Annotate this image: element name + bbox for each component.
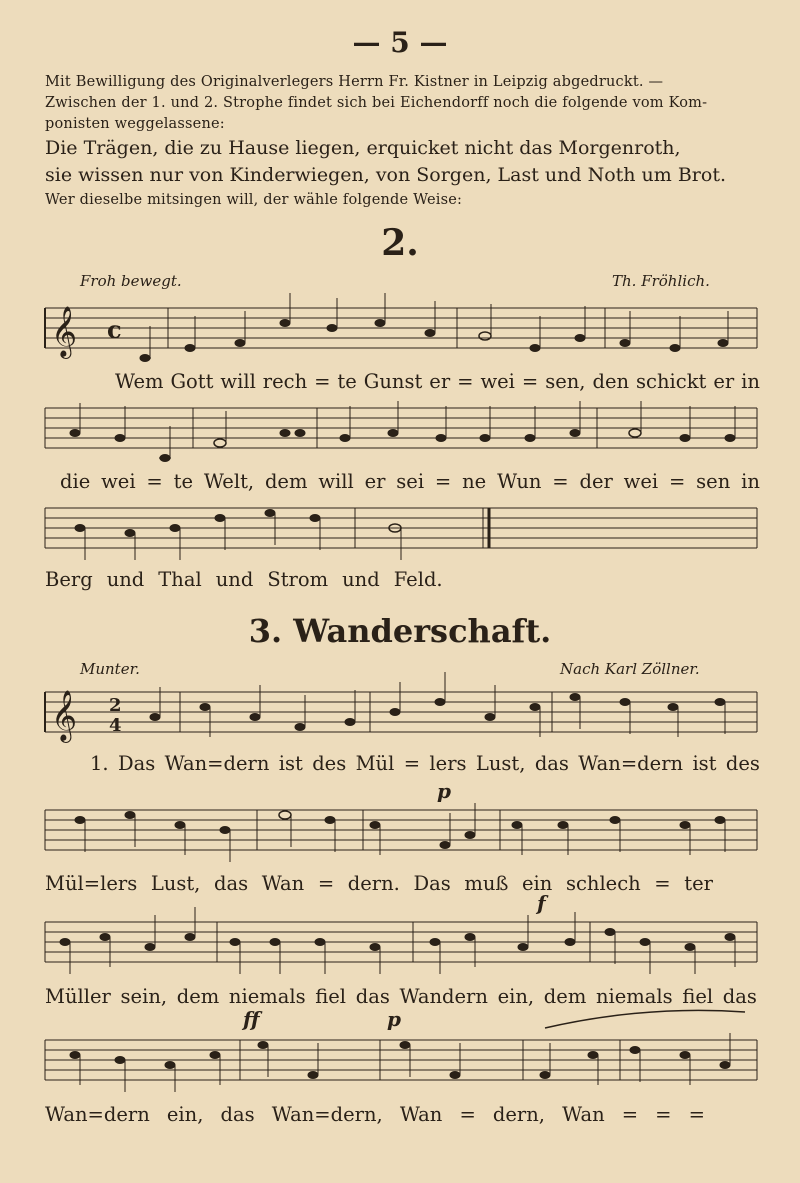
lyric-syllable: 1.	[90, 752, 109, 775]
lyric-syllable: =	[434, 470, 452, 493]
lyric-syllable: schlech	[565, 872, 641, 895]
lyric-syllable: =	[403, 752, 421, 775]
lyric-syllable: wei	[480, 370, 515, 393]
song-2-notes-2	[70, 401, 735, 462]
lyric-syllable: Lust,	[150, 872, 201, 895]
lyric-syllable: muß	[464, 872, 509, 895]
lyric-syllable: sen	[696, 470, 731, 493]
song-2-staff-1	[45, 298, 757, 378]
lyric-syllable: Wan	[399, 1103, 443, 1126]
lyric-syllable: die	[60, 470, 91, 493]
dynamic-piano: p	[437, 779, 451, 803]
page-number: — 5 —	[352, 26, 448, 59]
lyric-syllable: dern.	[347, 872, 400, 895]
song-2-staff-3	[45, 498, 757, 578]
song-3-notes-3	[60, 907, 735, 974]
lyric-syllable: rech	[262, 370, 308, 393]
lyric-syllable: Strom	[267, 568, 329, 591]
lyric-syllable: Berg	[45, 568, 93, 591]
dynamic-piano-2: p	[387, 1007, 401, 1031]
song-3-lyrics-2	[45, 872, 713, 895]
lyric-syllable: Wan=dern	[164, 752, 270, 775]
lyric-syllable: ein,	[497, 985, 535, 1008]
song-2-lyrics-3	[45, 568, 443, 591]
song-2-number: 2.	[381, 222, 419, 264]
lyric-syllable: er	[713, 370, 735, 393]
lyric-syllable: Wun	[497, 470, 542, 493]
song-2-staff-2	[45, 398, 757, 478]
lyric-syllable: sei	[396, 470, 425, 493]
lyric-syllable: Feld.	[393, 568, 443, 591]
lyric-syllable: Wan	[562, 1103, 605, 1126]
lyric-syllable: das	[213, 872, 249, 895]
lyric-syllable: das	[355, 985, 390, 1008]
lyric-syllable: sen,	[545, 370, 586, 393]
lyric-syllable: Das	[413, 872, 451, 895]
song-2-lyrics-1	[45, 370, 760, 393]
lyric-syllable: =	[459, 1103, 476, 1126]
lyric-syllable: Wem	[115, 370, 164, 393]
lyric-syllable: Wan	[261, 872, 305, 895]
lyric-syllable: wei	[101, 470, 136, 493]
lyric-syllable: =	[146, 470, 163, 493]
song-2-tempo: Froh bewegt.	[80, 272, 182, 290]
song-2-lyrics-2	[45, 470, 760, 493]
lyric-syllable: fiel	[315, 985, 347, 1008]
song-3-lyrics-1	[45, 752, 760, 775]
song-2-notes-1	[140, 293, 728, 362]
song-3-tempo: Munter.	[80, 660, 140, 678]
verse-line-1: Die Trägen, die zu Hause liegen, erquicket nicht das Morgenroth,	[45, 137, 681, 159]
lyric-syllable: den	[592, 370, 630, 393]
lyric-syllable: des	[725, 752, 760, 775]
lyric-syllable: Wan=dern	[578, 752, 684, 775]
lyric-syllable: =	[654, 872, 671, 895]
lyric-syllable: er	[429, 370, 451, 393]
intro-line-3: ponisten weggelassene:	[45, 116, 225, 132]
song-3-lyrics-4	[45, 1103, 705, 1126]
treble-clef-icon: 𝄞	[51, 690, 78, 741]
lyric-syllable: niemals	[595, 985, 673, 1008]
lyric-syllable: Das	[117, 752, 156, 775]
lyric-syllable: Lust,	[475, 752, 526, 775]
lyric-syllable: dem	[176, 985, 220, 1008]
lyric-syllable: =	[621, 1103, 639, 1126]
lyric-syllable: =	[521, 370, 539, 393]
lyric-syllable: wei	[623, 470, 659, 493]
time-signature-bottom: 4	[109, 715, 122, 736]
lyric-syllable: dem	[543, 985, 587, 1008]
dynamic-forte: f	[537, 891, 546, 915]
song-2-notes-3	[75, 510, 401, 561]
time-signature-top: 2	[109, 695, 122, 716]
lyric-syllable: fiel	[682, 985, 714, 1008]
lyric-syllable: Gott	[170, 370, 214, 393]
lyric-syllable: und	[106, 568, 145, 591]
song-3-staff-4	[45, 1007, 757, 1110]
lyric-syllable: Thal	[158, 568, 202, 591]
lyric-syllable: te	[337, 370, 357, 393]
song-3-staff-3	[45, 891, 757, 992]
lyric-syllable: =	[552, 470, 569, 493]
lyric-syllable: Mül=lers	[45, 872, 138, 895]
lyric-syllable: =	[688, 1103, 705, 1126]
lyric-syllable: dern,	[492, 1103, 545, 1126]
lyric-syllable: lers	[429, 752, 467, 775]
lyric-syllable: Wan=dern	[45, 1103, 150, 1126]
lyric-syllable: der	[579, 470, 613, 493]
lyric-syllable: in	[741, 370, 760, 393]
verse-line-2: sie wissen nur von Kinderwiegen, von Sorgen, Last und Noth um Brot.	[45, 164, 727, 186]
lyric-syllable: will	[318, 470, 354, 493]
common-time-icon: c	[107, 315, 122, 344]
lyric-syllable: Welt,	[203, 470, 255, 493]
lyric-syllable: das	[722, 985, 757, 1008]
lyric-syllable: dem	[264, 470, 308, 493]
song-3-notes-2	[75, 803, 725, 862]
lyric-syllable: =	[655, 1103, 672, 1126]
lyric-syllable: ter	[684, 872, 713, 895]
lyric-syllable: =	[457, 370, 474, 393]
lyric-syllable: er	[364, 470, 386, 493]
lyric-syllable: und	[342, 568, 380, 591]
lyric-syllable: =	[314, 370, 331, 393]
lyric-syllable: schickt	[636, 370, 707, 393]
treble-clef-icon: 𝄞	[51, 306, 78, 357]
intro-note: Wer dieselbe mitsingen will, der wähle folgende Weise:	[45, 192, 463, 208]
song-3-staff-1	[45, 682, 757, 762]
lyric-syllable: ne	[462, 470, 487, 493]
lyric-syllable: =	[317, 872, 335, 895]
dynamic-fortissimo: ff	[243, 1007, 260, 1031]
lyric-syllable: =	[668, 470, 686, 493]
lyric-syllable: ein	[522, 872, 553, 895]
intro-line-2: Zwischen der 1. und 2. Strophe findet sich bei Eichendorff noch die folgende vom Kom-	[45, 95, 708, 111]
lyric-syllable: Wan=dern,	[271, 1103, 383, 1126]
lyric-syllable: in	[741, 470, 760, 493]
lyric-syllable: Mül	[355, 752, 395, 775]
intro-line-1: Mit Bewilligung des Originalverlegers Herrn Fr. Kistner in Leipzig abgedruckt. —	[45, 74, 664, 90]
song-3-composer: Nach Karl Zöllner.	[560, 660, 700, 678]
lyric-syllable: ist	[692, 752, 717, 775]
lyric-syllable: niemals	[228, 985, 306, 1008]
lyric-syllable: ist	[278, 752, 303, 775]
lyric-syllable: te	[173, 470, 193, 493]
song-3-lyrics-3	[45, 985, 757, 1008]
lyric-syllable: Müller	[45, 985, 111, 1008]
song-3-notes-1	[150, 672, 725, 737]
song-2-composer: Th. Fröhlich.	[612, 272, 710, 290]
lyric-syllable: sein,	[120, 985, 168, 1008]
lyric-syllable: ein,	[166, 1103, 204, 1126]
lyric-syllable: will	[220, 370, 256, 393]
lyric-syllable: Wandern	[399, 985, 488, 1008]
lyric-syllable: und	[215, 568, 254, 591]
song-3-title: 3. Wanderschaft.	[248, 612, 552, 650]
song-3-notes-4	[70, 1033, 730, 1092]
lyric-syllable: das	[534, 752, 569, 775]
lyric-syllable: Gunst	[363, 370, 423, 393]
lyric-syllable: des	[312, 752, 347, 775]
lyric-syllable: das	[220, 1103, 255, 1126]
song-3-staff-2	[45, 779, 757, 880]
